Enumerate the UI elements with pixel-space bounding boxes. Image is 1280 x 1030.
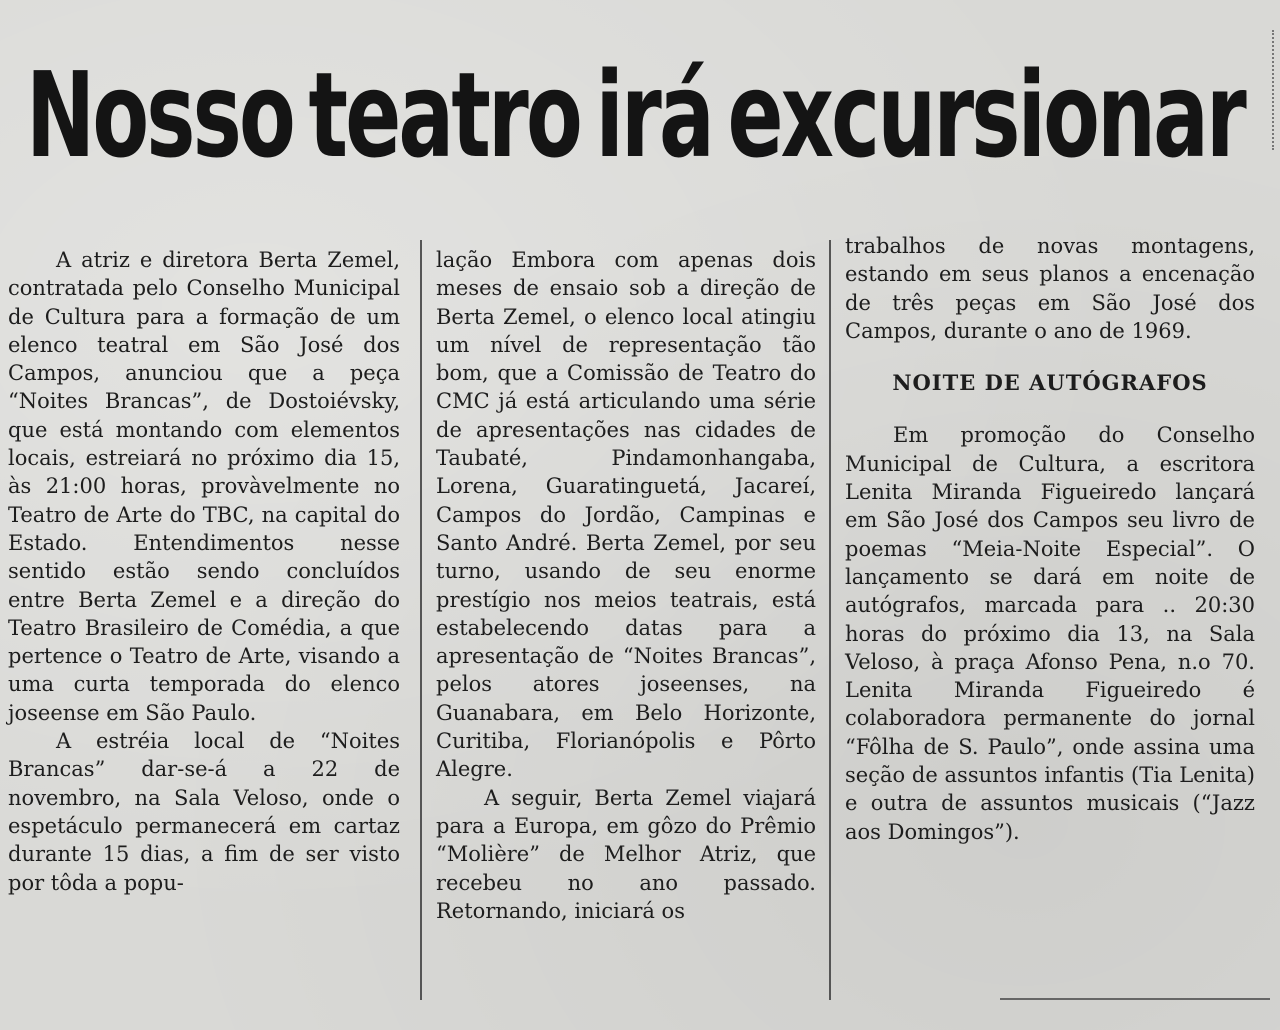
paragraph: A seguir, Berta Zemel viajará para a Europa, em gôzo do Prêmio “Molière” de Melhor Atriz, que recebeu no ano passado. Retornando, iniciará os xyxy=(436,785,816,923)
article-column-3 xyxy=(845,232,1255,846)
paragraph: Em promoção do Conselho Municipal de Cultura, a escritora Lenita Miranda Figueiredo lançará em São José dos Campos seu livro de poemas “Meia-Noite Especial”. O lançamento se dará em noite de autógrafos, marcada para .. 20:30 horas do próximo dia 13, na Sala Veloso, à praça Afonso Pena, n.o 70. Lenita Miranda Figueiredo é colaboradora permanente do jornal “Fôlha de S. Paulo”, onde assina uma seção de assuntos infantis (Tia Lenita) e outra de assuntos musicais (“Jazz aos Domingos”). xyxy=(845,423,1255,844)
headline-word: Nosso xyxy=(26,46,293,184)
edge-scan-marks xyxy=(1272,30,1280,150)
paragraph: lação Embora com apenas dois meses de ensaio sob a direção de Berta Zemel, o elenco local atingiu um nível de representação tão bom, que a Comissão de Teatro do CMC já está articulando uma série de apresentações nas cidades de Taubaté, Pindamonhangaba, Lorena, Guaratinguetá, Jacareí, Campos do Jordão, Campinas e Santo André. Berta Zemel, por seu turno, usando de seu enorme prestígio nos meios teatrais, está estabelecendo datas para a apresentação de “Noites Brancas”, pelos atores joseenses, na Guanabara, em Belo Horizonte, Curitiba, Florianópolis e Pôrto Alegre. xyxy=(436,248,816,782)
headline-word: irá xyxy=(595,46,712,184)
column-divider xyxy=(420,240,422,1000)
subheading: NOITE DE AUTÓGRAFOS xyxy=(892,370,1208,396)
headline xyxy=(26,40,1244,190)
end-rule xyxy=(1000,998,1270,1000)
paragraph: A atriz e diretora Berta Zemel, contratada pelo Conselho Municipal de Cultura para a formação de um elenco teatral em São José dos Campos, anunciou que a peça “Noites Brancas”, de Dostoiévsky, que está montando com elementos locais, estreiará no próximo dia 15, às 21:00 horas, provàvelmente no Teatro de Arte do TBC, na capital do Estado. Entendimentos nesse sentido estão sendo concluídos entre Berta Zemel e a direção do Teatro Brasileiro de Comédia, a que pertence o Teatro de Arte, visando a uma curta temporada do elenco joseense em São Paulo. xyxy=(8,248,400,725)
paragraph: trabalhos de novas montagens, estando em seus planos a encenação de três peças em São José dos Campos, durante o ano de 1969. xyxy=(845,234,1255,343)
column-divider xyxy=(829,240,831,1000)
headline-word: teatro xyxy=(308,46,580,184)
paragraph: A estréia local de “Noites Brancas” dar-se-á a 22 de novembro, na Sala Veloso, onde o espetáculo permanecerá em cartaz durante 15 dias, a fim de ser visto por tôda a popu- xyxy=(8,729,400,895)
article-column-1 xyxy=(8,246,400,897)
article-column-2 xyxy=(436,246,816,925)
headline-word: excursionar xyxy=(727,46,1244,184)
